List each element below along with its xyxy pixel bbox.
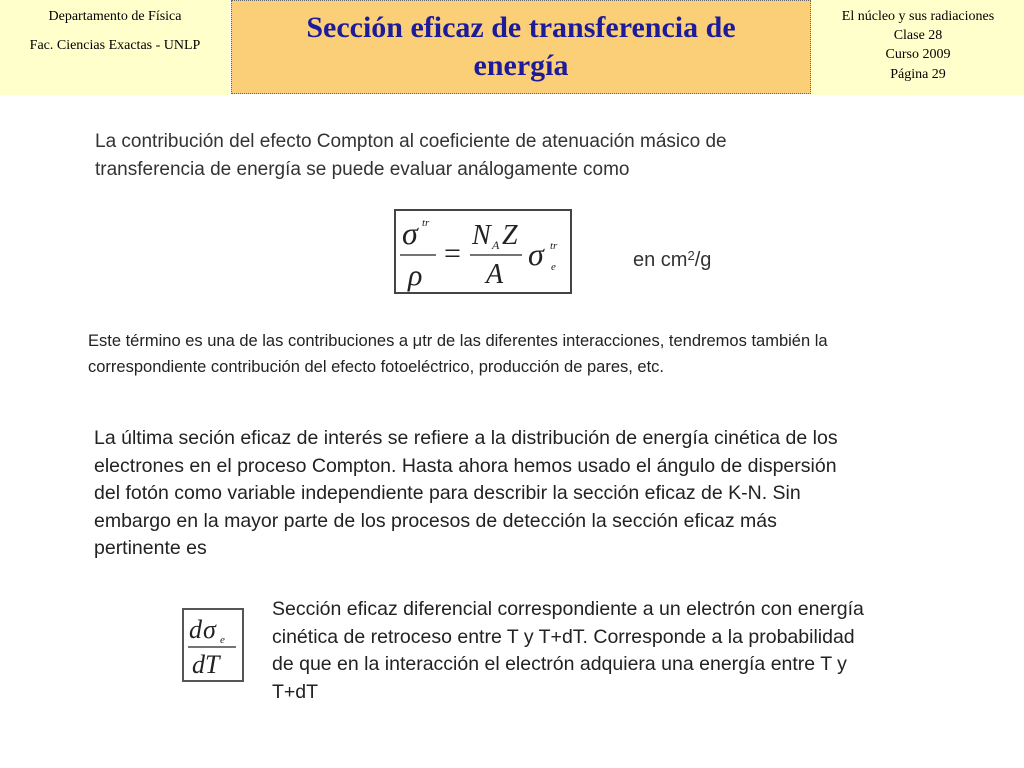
class-number: Clase 28 (893, 28, 943, 43)
dT-symbol: dT (192, 650, 220, 679)
mass-number-symbol: A (486, 259, 504, 290)
text-line: Este término es una de las contribuciones a μtr de las diferentes interacciones, tendremos también la (88, 332, 828, 350)
slide-title-line2: energía (473, 49, 569, 82)
differential-cross-section-equation (182, 608, 244, 682)
sigma-symbol: σ (528, 236, 544, 272)
page-number: Página 29 (890, 67, 946, 82)
units-suffix: /g (694, 249, 712, 271)
department-label: Departamento de Física (48, 9, 182, 24)
course-name: El núcleo y sus radiaciones (841, 9, 995, 24)
contribution-paragraph (88, 328, 1008, 380)
subscript: A (492, 238, 500, 252)
equation-graphic (184, 610, 242, 680)
units-prefix: en cm (633, 249, 688, 271)
text-line: Sección eficaz diferencial correspondiente a un electrón con energía (272, 598, 864, 620)
faculty-label: Fac. Ciencias Exactas - UNLP (29, 38, 201, 53)
text-line: cinética de retroceso entre T y T+dT. Corresponde a la probabilidad (272, 625, 855, 648)
sigma-symbol: σ (203, 615, 216, 644)
sigma-symbol: σ (402, 215, 418, 251)
rho-symbol: ρ (408, 259, 423, 292)
text-line: embargo en la mayor parte de los procesos de detección la sección eficaz más (94, 509, 777, 532)
units-label (633, 248, 711, 272)
intro-paragraph (95, 128, 925, 184)
text-line: pertinente es (94, 537, 207, 559)
header-right-panel (812, 0, 1024, 95)
header-left-panel (0, 0, 230, 95)
slide-title-line1: Sección eficaz de transferencia de (306, 11, 736, 44)
differential-description-paragraph (272, 596, 972, 706)
text-line: correspondiente contribución del efecto fotoeléctrico, producción de pares, etc. (88, 358, 665, 376)
text-line: transferencia de energía se puede evaluar análogamente como (95, 159, 630, 180)
avogadro-symbol: N (472, 220, 491, 251)
text-line: La última seción eficaz de interés se refiere a la distribución de energía cinética de los (94, 427, 838, 449)
units-exponent: 2 (687, 248, 695, 263)
kinetic-energy-paragraph (94, 425, 994, 563)
equation-graphic (396, 211, 570, 292)
text-line: La contribución del efecto Compton al coeficiente de atenuación másico de (95, 131, 727, 152)
course-year: Curso 2009 (885, 47, 951, 62)
slide-title (231, 0, 811, 94)
equals-sign: = (444, 237, 461, 270)
atomic-number-symbol: Z (502, 220, 518, 251)
text-line: de que en la interacción el electrón adquiera una energía entre T y (272, 653, 847, 675)
text-line: T+dT (272, 680, 319, 703)
differential-d: d (189, 615, 202, 644)
superscript: tr (422, 217, 430, 229)
superscript: tr (550, 240, 558, 252)
subscript: e (551, 261, 556, 273)
mass-transfer-coefficient-equation (394, 209, 572, 294)
subscript: e (220, 634, 225, 646)
text-line: del fotón como variable independiente para describir la sección eficaz de K-N. Sin (94, 482, 801, 504)
text-line: electrones en el proceso Compton. Hasta ahora hemos usado el ángulo de dispersión (94, 454, 837, 477)
